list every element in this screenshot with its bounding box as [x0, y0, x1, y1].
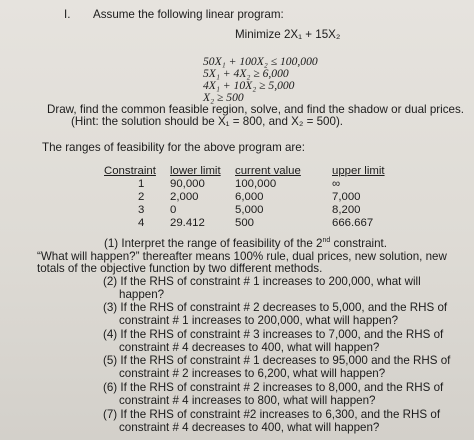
cell: 7,000	[332, 191, 361, 203]
question-5-cont: constraint # 2 increases to 6,200, what will happen?	[119, 367, 386, 380]
cell: 8,200	[332, 204, 361, 216]
column-lower-limit	[170, 165, 221, 230]
what-will-happen-line-2: totals of the objective function by two different methods.	[37, 262, 323, 275]
constraint-2: 5X₁ + 4X₂ ≥ 6,000	[203, 67, 289, 80]
question-1: (1) Interpret the range of feasibility of the 2nd constraint.	[104, 237, 387, 250]
cell: 5,000	[235, 204, 264, 216]
question-4: (4) If the RHS of constraint # 3 increases to 7,000, and the RHS of	[103, 328, 444, 341]
objective-function: Minimize 2X₁ + 15X₂	[235, 28, 341, 41]
question-3-cont: constraint # 1 increases to 200,000, what will happen?	[119, 314, 399, 327]
cell: 500	[235, 217, 255, 229]
cell: 0	[170, 204, 177, 216]
header-current-value: current value	[235, 165, 301, 177]
constraint-3: 4X₁ + 10X₂ ≥ 5,000	[203, 79, 295, 92]
cell: 1	[138, 178, 145, 190]
question-3: (3) If the RHS of constraint # 2 decreases to 5,000, and the RHS of	[103, 301, 448, 314]
header-constraint: Constraint	[104, 165, 156, 177]
column-current-value	[235, 165, 301, 230]
cell: 29.412	[170, 217, 205, 229]
problem-number: I.	[64, 8, 71, 21]
cell: 4	[138, 217, 145, 229]
cell: ∞	[332, 178, 341, 190]
instruction-line-2: (Hint: the solution should be X₁ = 800, and X₂ = 500).	[71, 115, 344, 128]
question-6: (6) If the RHS of constraint # 2 increases to 8,000, and the RHS of	[103, 381, 444, 394]
ranges-heading: The ranges of feasibility for the above program are:	[42, 141, 305, 154]
header-upper-limit: upper limit	[332, 165, 385, 177]
column-constraint	[104, 165, 156, 230]
cell: 3	[138, 204, 145, 216]
question-2: (2) If the RHS of constraint # 1 increases to 200,000, what will	[103, 275, 421, 288]
question-6-cont: constraint # 4 increases to 800, what will happen?	[119, 394, 376, 407]
question-7-cont: constraint # 4 decreases to 400, what will happen?	[119, 421, 380, 434]
question-4-cont: constraint # 4 decreases to 400, what will happen?	[119, 341, 380, 354]
cell: 6,000	[235, 191, 264, 203]
question-7: (7) If the RHS of constraint #2 increases to 6,300, and the RHS of	[103, 408, 441, 421]
intro-text: Assume the following linear program:	[93, 8, 284, 21]
cell: 100,000	[235, 178, 277, 190]
cell: 2,000	[170, 191, 199, 203]
cell: 666.667	[332, 217, 374, 229]
cell: 2	[138, 191, 145, 203]
what-will-happen-line-1: “What will happen?” thereafter means 100% rule, dual prices, new solution, new	[37, 250, 447, 263]
cell: 90,000	[170, 178, 205, 190]
constraint-1: 50X₁ + 100X₂ ≤ 100,000	[203, 55, 318, 68]
question-2-cont: happen?	[119, 288, 165, 301]
instruction-line-1: Draw, find the common feasible region, solve, and find the shadow or dual prices.	[47, 103, 464, 116]
constraint-4: X₂ ≥ 500	[203, 91, 244, 104]
header-lower-limit: lower limit	[170, 165, 221, 177]
column-upper-limit	[332, 165, 385, 230]
question-5: (5) If the RHS of constraint # 1 decreases to 95,000 and the RHS of	[103, 354, 451, 367]
